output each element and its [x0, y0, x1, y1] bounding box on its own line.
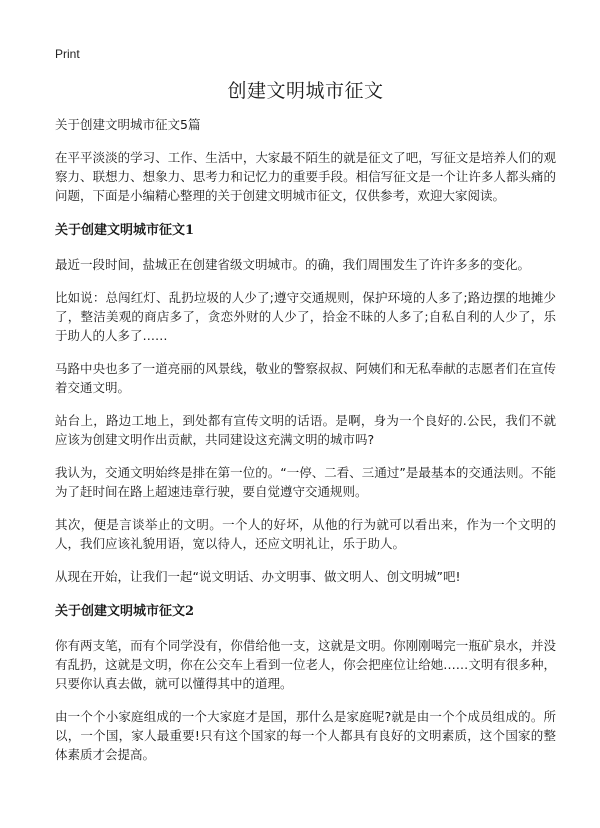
section-1-paragraph-3: 马路中央也多了一道亮丽的风景线，敬业的警察叔叔、阿姨们和无私奉献的志愿者们在宣传着交通文明。 — [55, 361, 556, 395]
section-1-paragraph-1: 最近一段时间，盐城正在创建省级文明城市。的确，我们周围发生了许许多多的变化。 — [55, 257, 531, 272]
section-1-paragraph-4: 站台上，路边工地上，到处都有宣传文明的话语。是啊，身为一个良好的.公民，我们不就应该为创建文明作出贡献，共同建设这充满文明的城市吗? — [55, 413, 556, 447]
section-1-paragraph-5: 我认为，交通文明始终是排在第一位的。“一停、二看、三通过”是最基本的交通法则。不能为了赶时间在路上超速违章行驶，要自觉遵守交通规则。 — [55, 465, 556, 499]
section-2-paragraph-2: 由一个个小家庭组成的一个大家庭才是国，那什么是家庭呢?就是由一个个成员组成的。所以，一个国，家人最重要!只有这个国家的每一个人都具有良好的文明素质，这个国家的整体素质才会提高。 — [55, 709, 556, 762]
section-1-heading: 关于创建文明城市征文1 — [55, 223, 195, 238]
section-1-paragraph-7: 从现在开始，让我们一起“说文明话、办文明事、做文明人、创文明城”吧! — [55, 569, 461, 584]
section-1-paragraph-6: 其次，便是言谈举止的文明。一个人的好坏，从他的行为就可以看出来，作为一个文明的人，我们应该礼貌用语，宽以待人，还应文明礼让，乐于助人。 — [55, 517, 556, 551]
section-2-paragraph-1: 你有两支笔，而有个同学没有，你借给他一支，这就是文明。你刚刚喝完一瓶矿泉水，并没有乱扔，这就是文明，你在公交车上看到一位老人，你会把座位让给她……文明有很多种，只要你认真去做，就可以懂得其中的道理。 — [55, 638, 556, 691]
section-1-paragraph-2: 比如说：总闯红灯、乱扔垃圾的人少了;遵守交通规则，保护环境的人多了;路边摆的地摊少了，整洁美观的商店多了，贪恋外财的人少了，拾金不昧的人多了;自私自利的人少了，乐于助人的人多了…… — [55, 290, 556, 343]
section-2-heading: 关于创建文明城市征文2 — [55, 604, 195, 619]
print-link[interactable]: Print — [55, 47, 80, 61]
document-subtitle: 关于创建文明城市征文5篇 — [55, 117, 201, 132]
document-title: 创建文明城市征文 — [227, 80, 384, 102]
intro-paragraph: 在平平淡淡的学习、工作、生活中，大家最不陌生的就是征文了吧，写征文是培养人们的观察力、联想力、想象力、思考力和记忆力的重要手段。相信写征文是一个让许多人都头痛的问题，下面是小编精心整理的关于创建文明城市征文，仅供参考，欢迎大家阅读。 — [55, 150, 556, 203]
